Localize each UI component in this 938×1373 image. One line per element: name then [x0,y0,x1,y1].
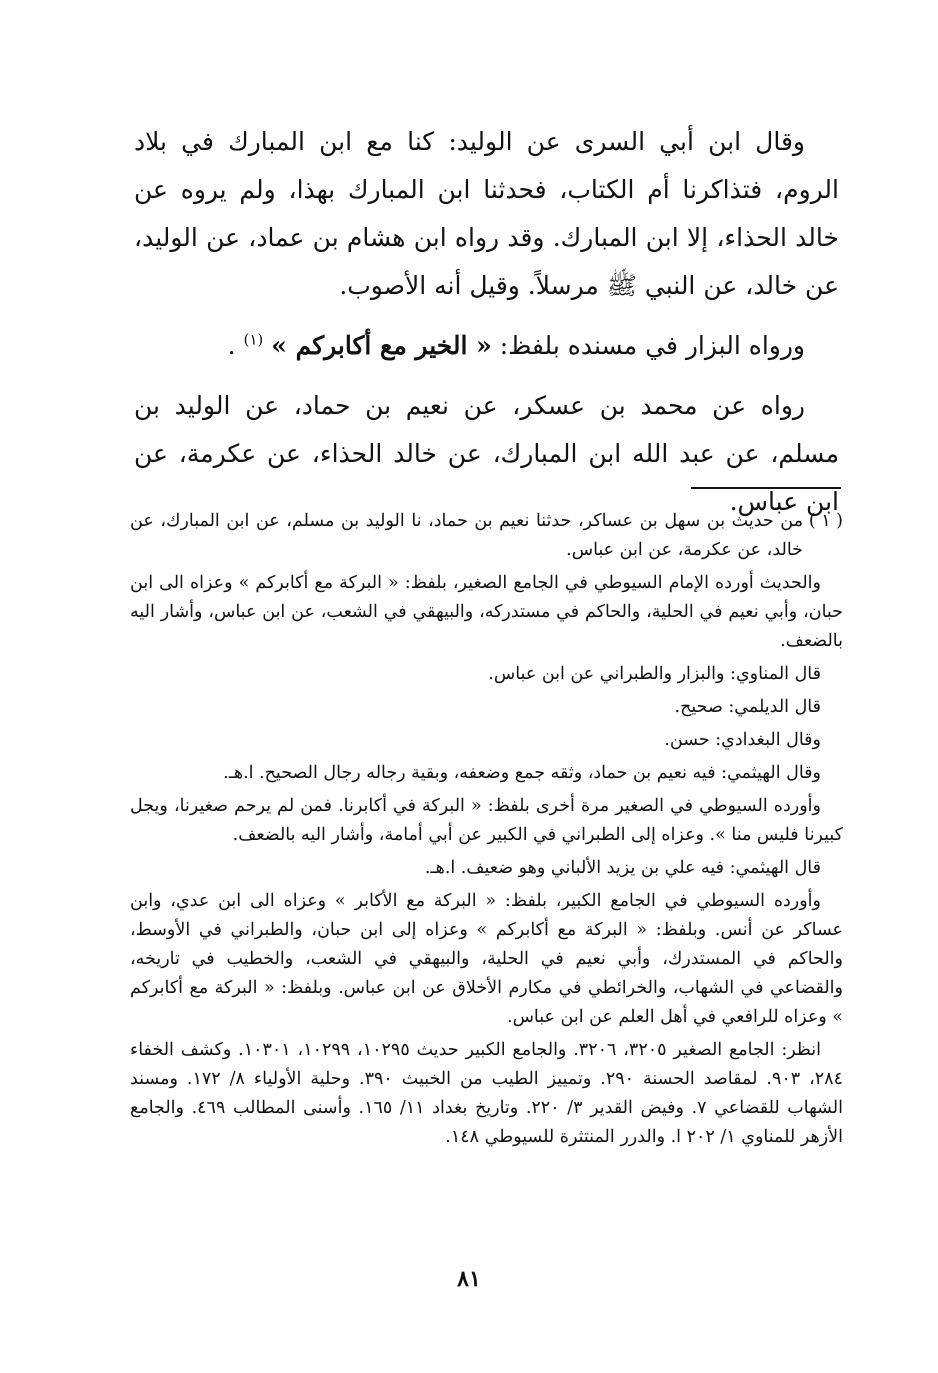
hadith-phrase: « الخير مع أكابركم » [271,331,492,360]
footnote-para-10: انظر: الجامع الصغير ٣٢٠٥، ٣٢٠٦. والجامع الكبير حديث ١٠٢٩٥، ١٠٢٩٩، ١٠٣٠١. وكشف الخفاء ٢٨٤، ٩٠٣. لمقاصد الحسنة ٢٩٠. وتمييز الطيب من الخبيث ٣٩٠. وحلية الأولياء ٨/ ١٧٢. ومسند الشهاب للقضاعي ٧. وفيض القدير ٣/ ٢٢٠. وتاريخ بغداد ١١/ ١٦٥. وأسنى المطالب ٤٦٩. والجامع الأزهر للمناوي ١/ ٢٠٢ ا. والدرر المنتثرة للسيوطي ١٤٨. [130,1040,843,1147]
footnote-para-9: وأورده السيوطي في الجامع الكبير، بلفظ: « البركة مع الأكابر » وعزاه الى ابن عدي، وابن عساكر عن أنس. وبلفظ: « البركة مع أكابركم » وعزاه إلى ابن حبان، والطبراني في الأوسط، والحاكم في المستدرك، وأبي نعيم في الحلية، والبيهقي في الشعب، والخطيب في تاريخه، والقضاعي في الشهاب، والخرائطي في مكارم الأخلاق عن ابن عباس. وبلفظ: « البركة مع أكابركم » وعزاه للرافعي في أهل العلم عن ابن عباس. [130,891,843,1027]
paragraph-2-text: ورواه البزار في مسنده بلفظ: [491,331,805,360]
footnotes [130,507,843,1156]
main-text [134,118,839,538]
page-number: ٨١ [457,1266,481,1292]
paragraph-3: رواه عن محمد بن عسكر، عن نعيم بن حماد، عن الوليد بن مسلم، عن عبد الله ابن المبارك، عن خالد الحذاء، عن عكرمة، عن ابن عباس. [134,391,839,516]
footnote-para-5: وقال البغدادي: حسن. [664,730,821,750]
footnote-para-7: وأورده السيوطي في الصغير مرة أخرى بلفظ: « البركة في أكابرنا. فمن لم يرحم صغيرنا، ويجل كبيرنا فليس منا ». وعزاه إلى الطبراني في الكبير عن أبي أمامة، وأشار اليه بالضعف. [130,796,843,845]
footnote-1 [130,507,843,565]
footnote-ref: (١) [243,330,264,349]
footnote-divider [691,487,841,489]
footnote-para-6: وقال الهيثمي: فيه نعيم بن حماد، وثقه جمع وضعفه، وبقية رجاله رجال الصحيح. ا.هـ. [223,763,821,783]
paragraph-1: وقال ابن أبي السرى عن الوليد: كنا مع ابن المبارك في بلاد الروم، فتذاكرنا أم الكتاب، فحدثنا ابن المبارك بهذا، ولم يروه عن خالد الحذاء، إلا ابن المبارك. وقد رواه ابن هشام بن عماد، عن الوليد، عن خالد، عن النبي ﷺ مرسلاً. وقيل أنه الأصوب. [134,127,839,300]
footnote-para-3: قال المناوي: والبزار والطبراني عن ابن عباس. [488,664,821,684]
paragraph-2 [134,322,839,370]
footnote-number: ( ١ ) [808,511,843,531]
paragraph-2-end: . [227,331,244,360]
footnote-para-4: قال الديلمي: صحيح. [674,697,821,717]
footnote-para-8: قال الهيثمي: فيه علي بن يزيد الألباني وهو ضعيف. ا.هـ. [424,858,821,878]
footnote-1-text: من حديث بن سهل بن عساكر، حدثنا نعيم بن حماد، نا الوليد بن مسلم، عن ابن المبارك، عن خالد، عن عكرمة، عن ابن عباس. [130,511,803,560]
footnote-para-2: والحديث أورده الإمام السيوطي في الجامع الصغير، بلفظ: « البركة مع أكابركم » وعزاه الى ابن حبان، وأبي نعيم في الحلية، والحاكم في مستدركه، والبيهقي في الشعب، عن ابن عباس، وأشار اليه بالضعف. [130,573,843,651]
